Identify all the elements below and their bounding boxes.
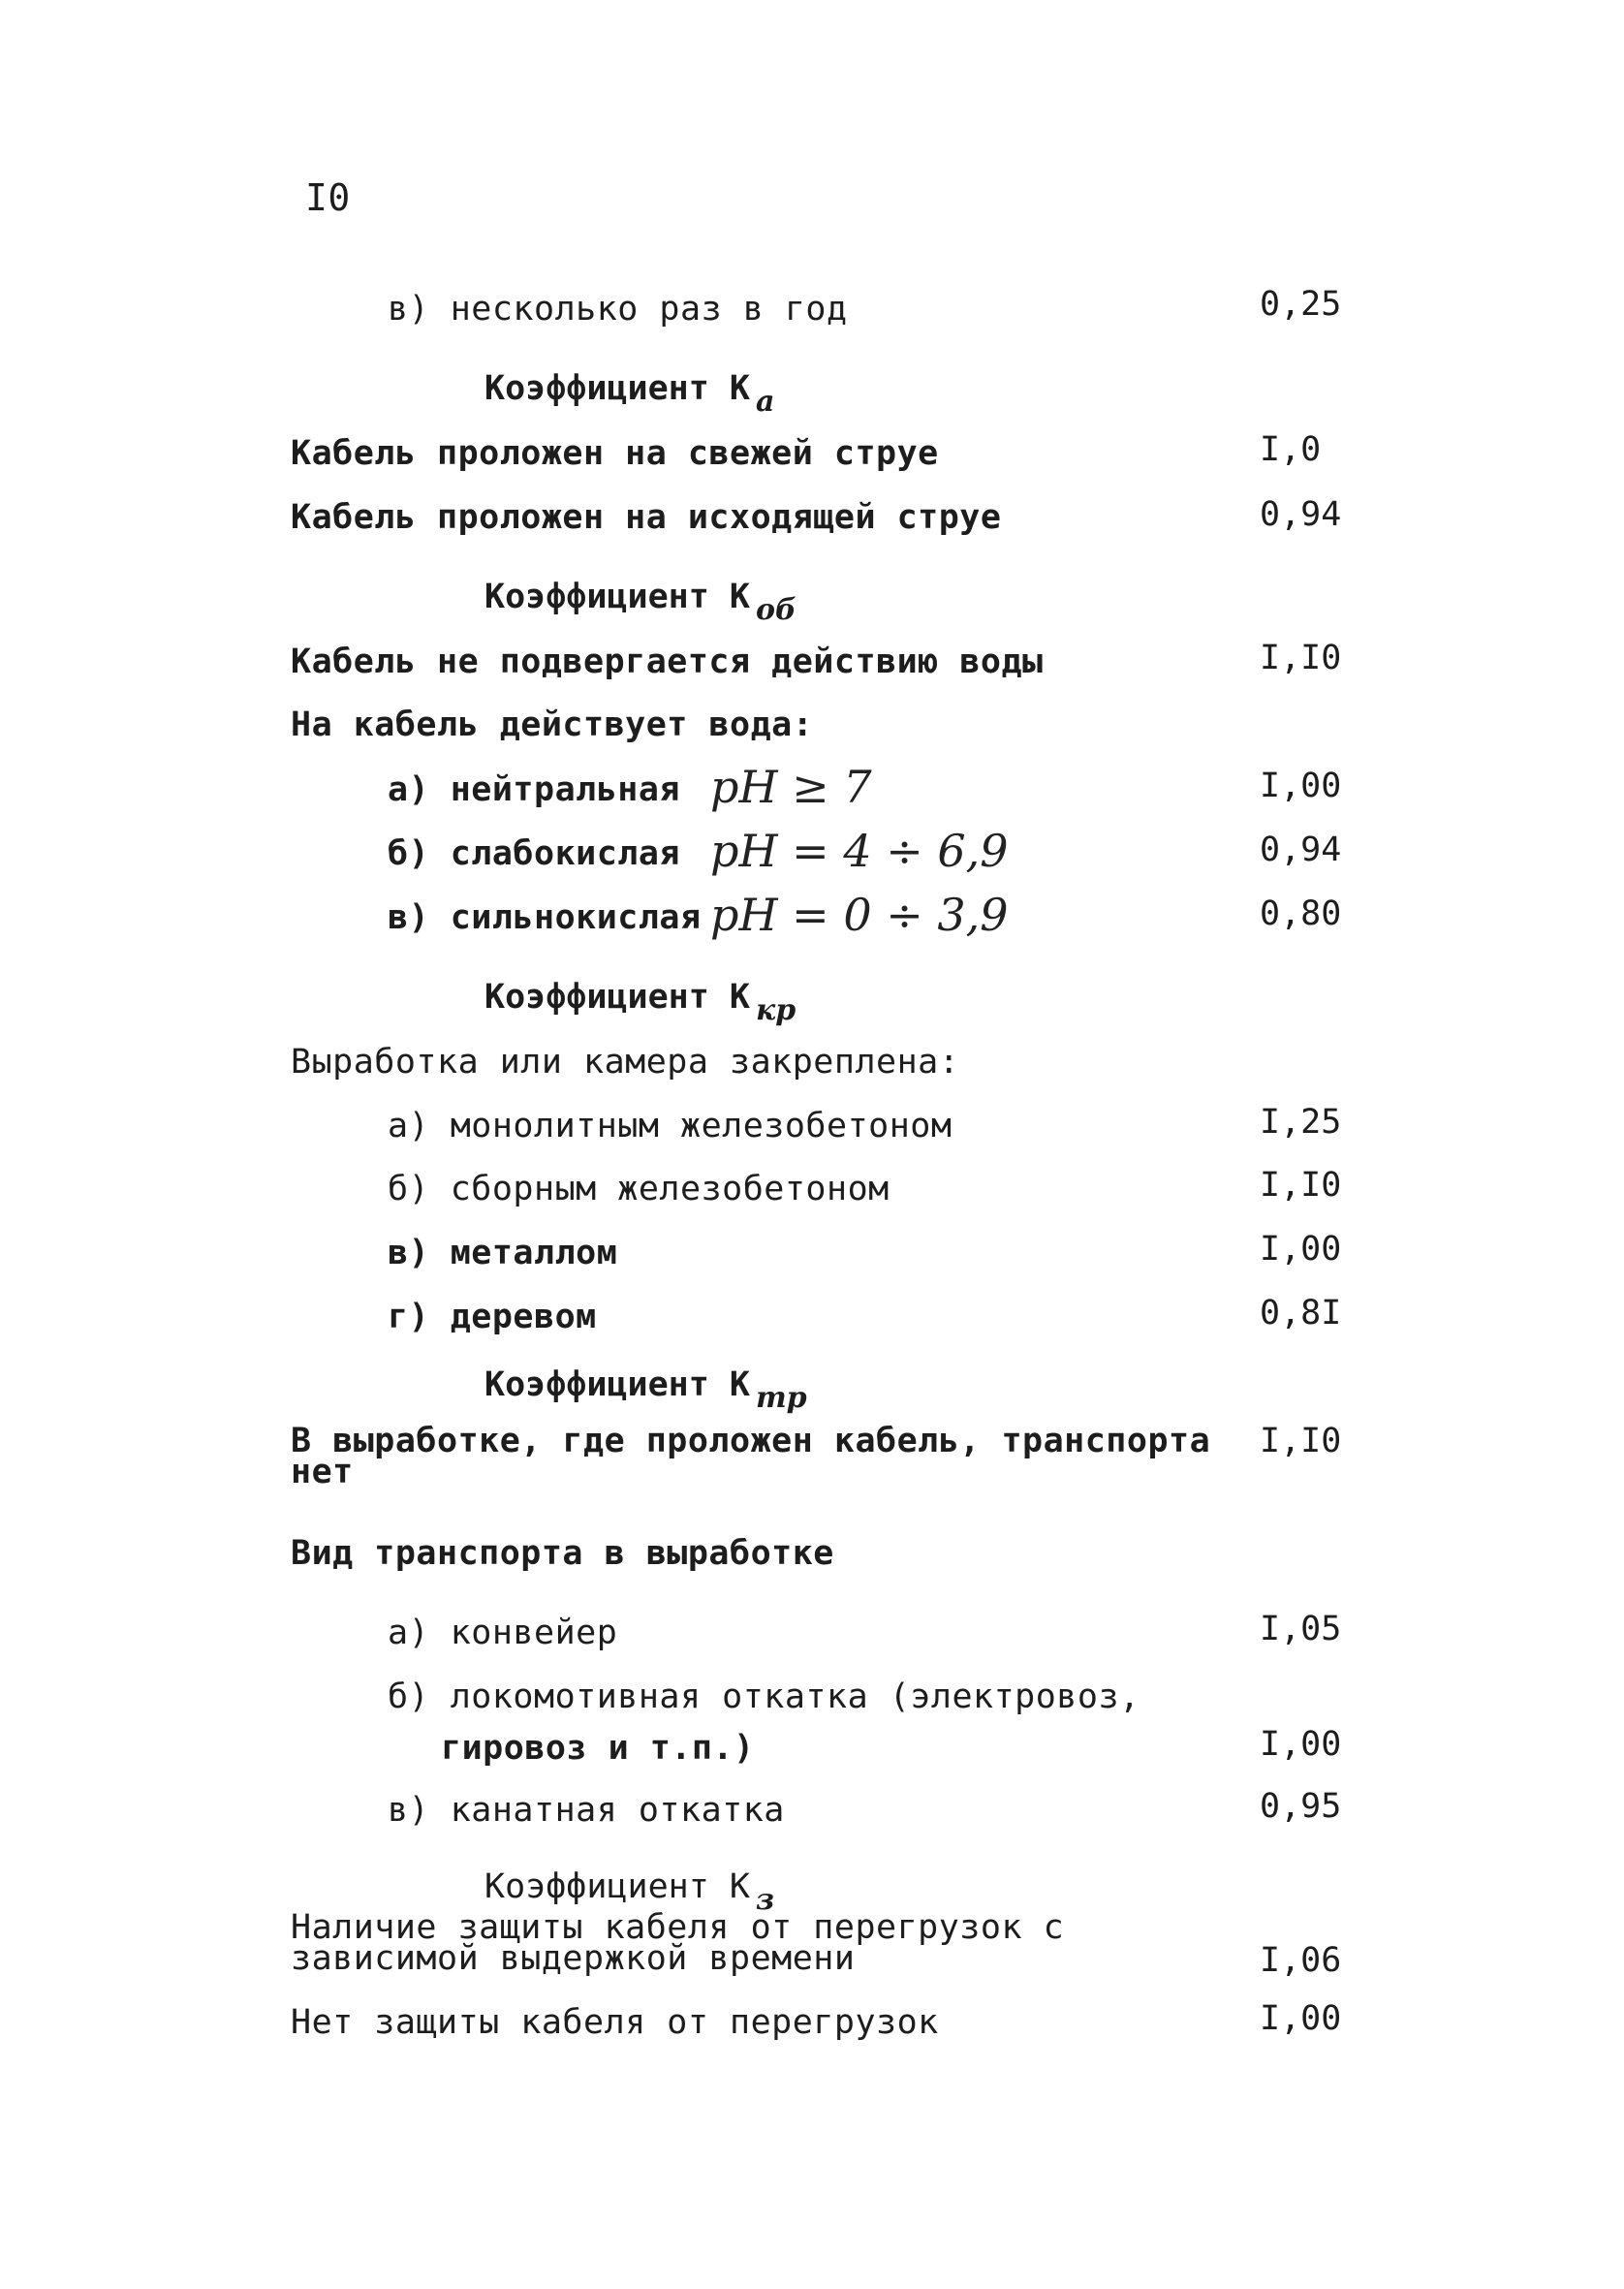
kkr-item-metal-value: I,00 (1260, 1230, 1342, 1269)
heading-kob: Коэффициент К об (484, 578, 796, 627)
kob-item-strong-ph: pH = 0 ÷ 3,9 (710, 889, 1009, 941)
heading-kz: Коэффициент К з (484, 1867, 775, 1917)
ktr-intro: Вид транспорта в выработке (291, 1534, 834, 1573)
row-several-times-label: в) несколько раз в год (388, 290, 848, 329)
kob-row-no-water-value: I,I0 (1260, 639, 1342, 677)
ktr-no-transport-value: I,I0 (1260, 1422, 1342, 1460)
kz-no-protection-value: I,00 (1260, 1999, 1342, 2038)
kkr-item-precast-label: б) сборным железобетоном (388, 1170, 890, 1208)
kob-item-strong-value: 0,80 (1260, 894, 1342, 933)
kz-protection-line1: Наличие защиты кабеля от перегрузок с (291, 1908, 1065, 1947)
kob-intro: На кабель действует вода: (291, 706, 814, 744)
kob-item-neutral-label: а) нейтральная (388, 770, 681, 809)
ka-row-fresh-label: Кабель проложен на свежей струе (291, 434, 939, 473)
ktr-item-rope-label: в) канатная откатка (388, 1791, 785, 1830)
kkr-item-monolithic-label: а) монолитным железобетоном (388, 1107, 953, 1145)
kkr-intro: Выработка или камера закреплена: (291, 1043, 960, 1082)
heading-ka: Коэффициент К a (484, 369, 775, 419)
kob-item-weak-label: б) слабокислая (388, 834, 681, 873)
kob-item-neutral-value: I,00 (1260, 767, 1342, 805)
kkr-item-monolithic-value: I,25 (1260, 1103, 1342, 1142)
heading-ktr: Коэффициент К тр (484, 1365, 807, 1415)
page-number: I0 (305, 176, 351, 219)
ka-row-outgoing-value: 0,94 (1260, 495, 1342, 534)
ktr-item-conveyor-label: а) конвейер (388, 1614, 618, 1652)
ka-row-fresh-value: I,0 (1260, 430, 1322, 469)
ktr-item-rope-value: 0,95 (1260, 1787, 1342, 1826)
heading-kkr: Коэффициент К кр (484, 978, 796, 1027)
kob-item-weak-ph: pH = 4 ÷ 6,9 (710, 825, 1009, 877)
kkr-item-wood-value: 0,8I (1260, 1294, 1342, 1333)
ktr-item-locomotive-value: I,00 (1260, 1725, 1342, 1764)
kob-row-no-water-label: Кабель не подвергается действию воды (291, 643, 1044, 681)
kob-item-neutral-ph: pH ≥ 7 (710, 761, 872, 813)
kkr-item-wood-label: г) деревом (388, 1298, 597, 1336)
kz-protection-value: I,06 (1260, 1941, 1342, 1980)
ktr-no-transport-line1: В выработке, где проложен кабель, транспорта (291, 1422, 1211, 1460)
kz-no-protection-label: Нет защиты кабеля от перегрузок (291, 2003, 939, 2042)
ktr-no-transport-line2: нет (291, 1453, 354, 1491)
kob-item-strong-label: в) сильнокислая (388, 898, 702, 937)
ka-row-outgoing-label: Кабель проложен на исходящей струе (291, 498, 1002, 537)
row-several-times-value: 0,25 (1260, 285, 1342, 324)
kkr-item-precast-value: I,I0 (1260, 1166, 1342, 1205)
kz-protection-line2: зависимой выдержкой времени (291, 1939, 856, 1978)
kob-item-weak-value: 0,94 (1260, 831, 1342, 869)
kkr-item-metal-label: в) металлом (388, 1234, 618, 1272)
ktr-item-locomotive-line1: б) локомотивная откатка (электровоз, (388, 1678, 1140, 1716)
ktr-item-locomotive-line2: гировоз и т.п.) (441, 1729, 755, 1768)
ktr-item-conveyor-value: I,05 (1260, 1610, 1342, 1648)
